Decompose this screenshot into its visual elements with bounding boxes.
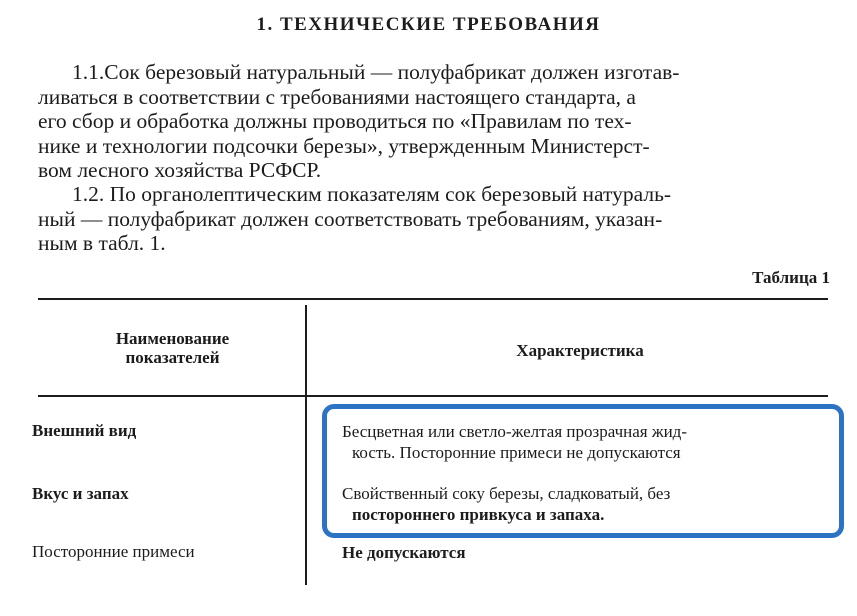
paragraph-line: нике и технологии подсочки березы», утвержденным Министерст-	[38, 133, 650, 158]
row-value-line: Свойственный соку березы, сладковатый, без	[342, 484, 671, 503]
paragraph-line: ливаться в соответствии с требованиями настоящего стандарта, а	[38, 84, 636, 109]
paragraph-line: ный — полуфабрикат должен соответствовать требованиям, указан-	[38, 206, 663, 231]
row-label-taste-smell: Вкус и запах	[32, 484, 129, 503]
table-top-rule	[38, 298, 828, 300]
paragraph-line: 1.2. По органолептическим показателям сок березовый натураль-	[72, 182, 672, 206]
row-label-appearance: Внешний вид	[32, 421, 137, 440]
table-header-rule	[38, 395, 828, 397]
paragraph-line: его сбор и обработка должны проводиться по «Правилам по тех-	[38, 109, 632, 133]
row-label-impurities: Посторонние примеси	[32, 542, 195, 561]
highlight-box	[322, 404, 844, 538]
table-caption: Таблица 1	[752, 268, 830, 287]
paragraph-1-2	[38, 182, 830, 256]
row-value-impurities: Не допускаются	[342, 543, 466, 562]
table-column-divider	[305, 305, 307, 585]
row-value-line: кость. Посторонние примеси не допускаются	[352, 443, 681, 462]
column-header-line: показателей	[125, 348, 220, 367]
paragraph-line: вом лесного хозяйства РСФСР.	[38, 158, 322, 182]
row-value-line: Бесцветная или светло-желтая прозрачная жид-	[342, 422, 687, 441]
paragraph-line: 1.1.Сок березовый натуральный — полуфабрикат должен изготав-	[72, 60, 680, 84]
paragraph-1-1	[38, 60, 830, 183]
column-header-indicator	[60, 329, 285, 367]
column-header-characteristic: Характеристика	[516, 341, 644, 360]
row-value-line: постороннего привкуса и запаха.	[352, 505, 605, 524]
paragraph-line: ным в табл. 1.	[38, 231, 166, 255]
section-heading: 1. ТЕХНИЧЕСКИЕ ТРЕБОВАНИЯ	[256, 14, 601, 35]
column-header-line: Наименование	[115, 329, 230, 348]
